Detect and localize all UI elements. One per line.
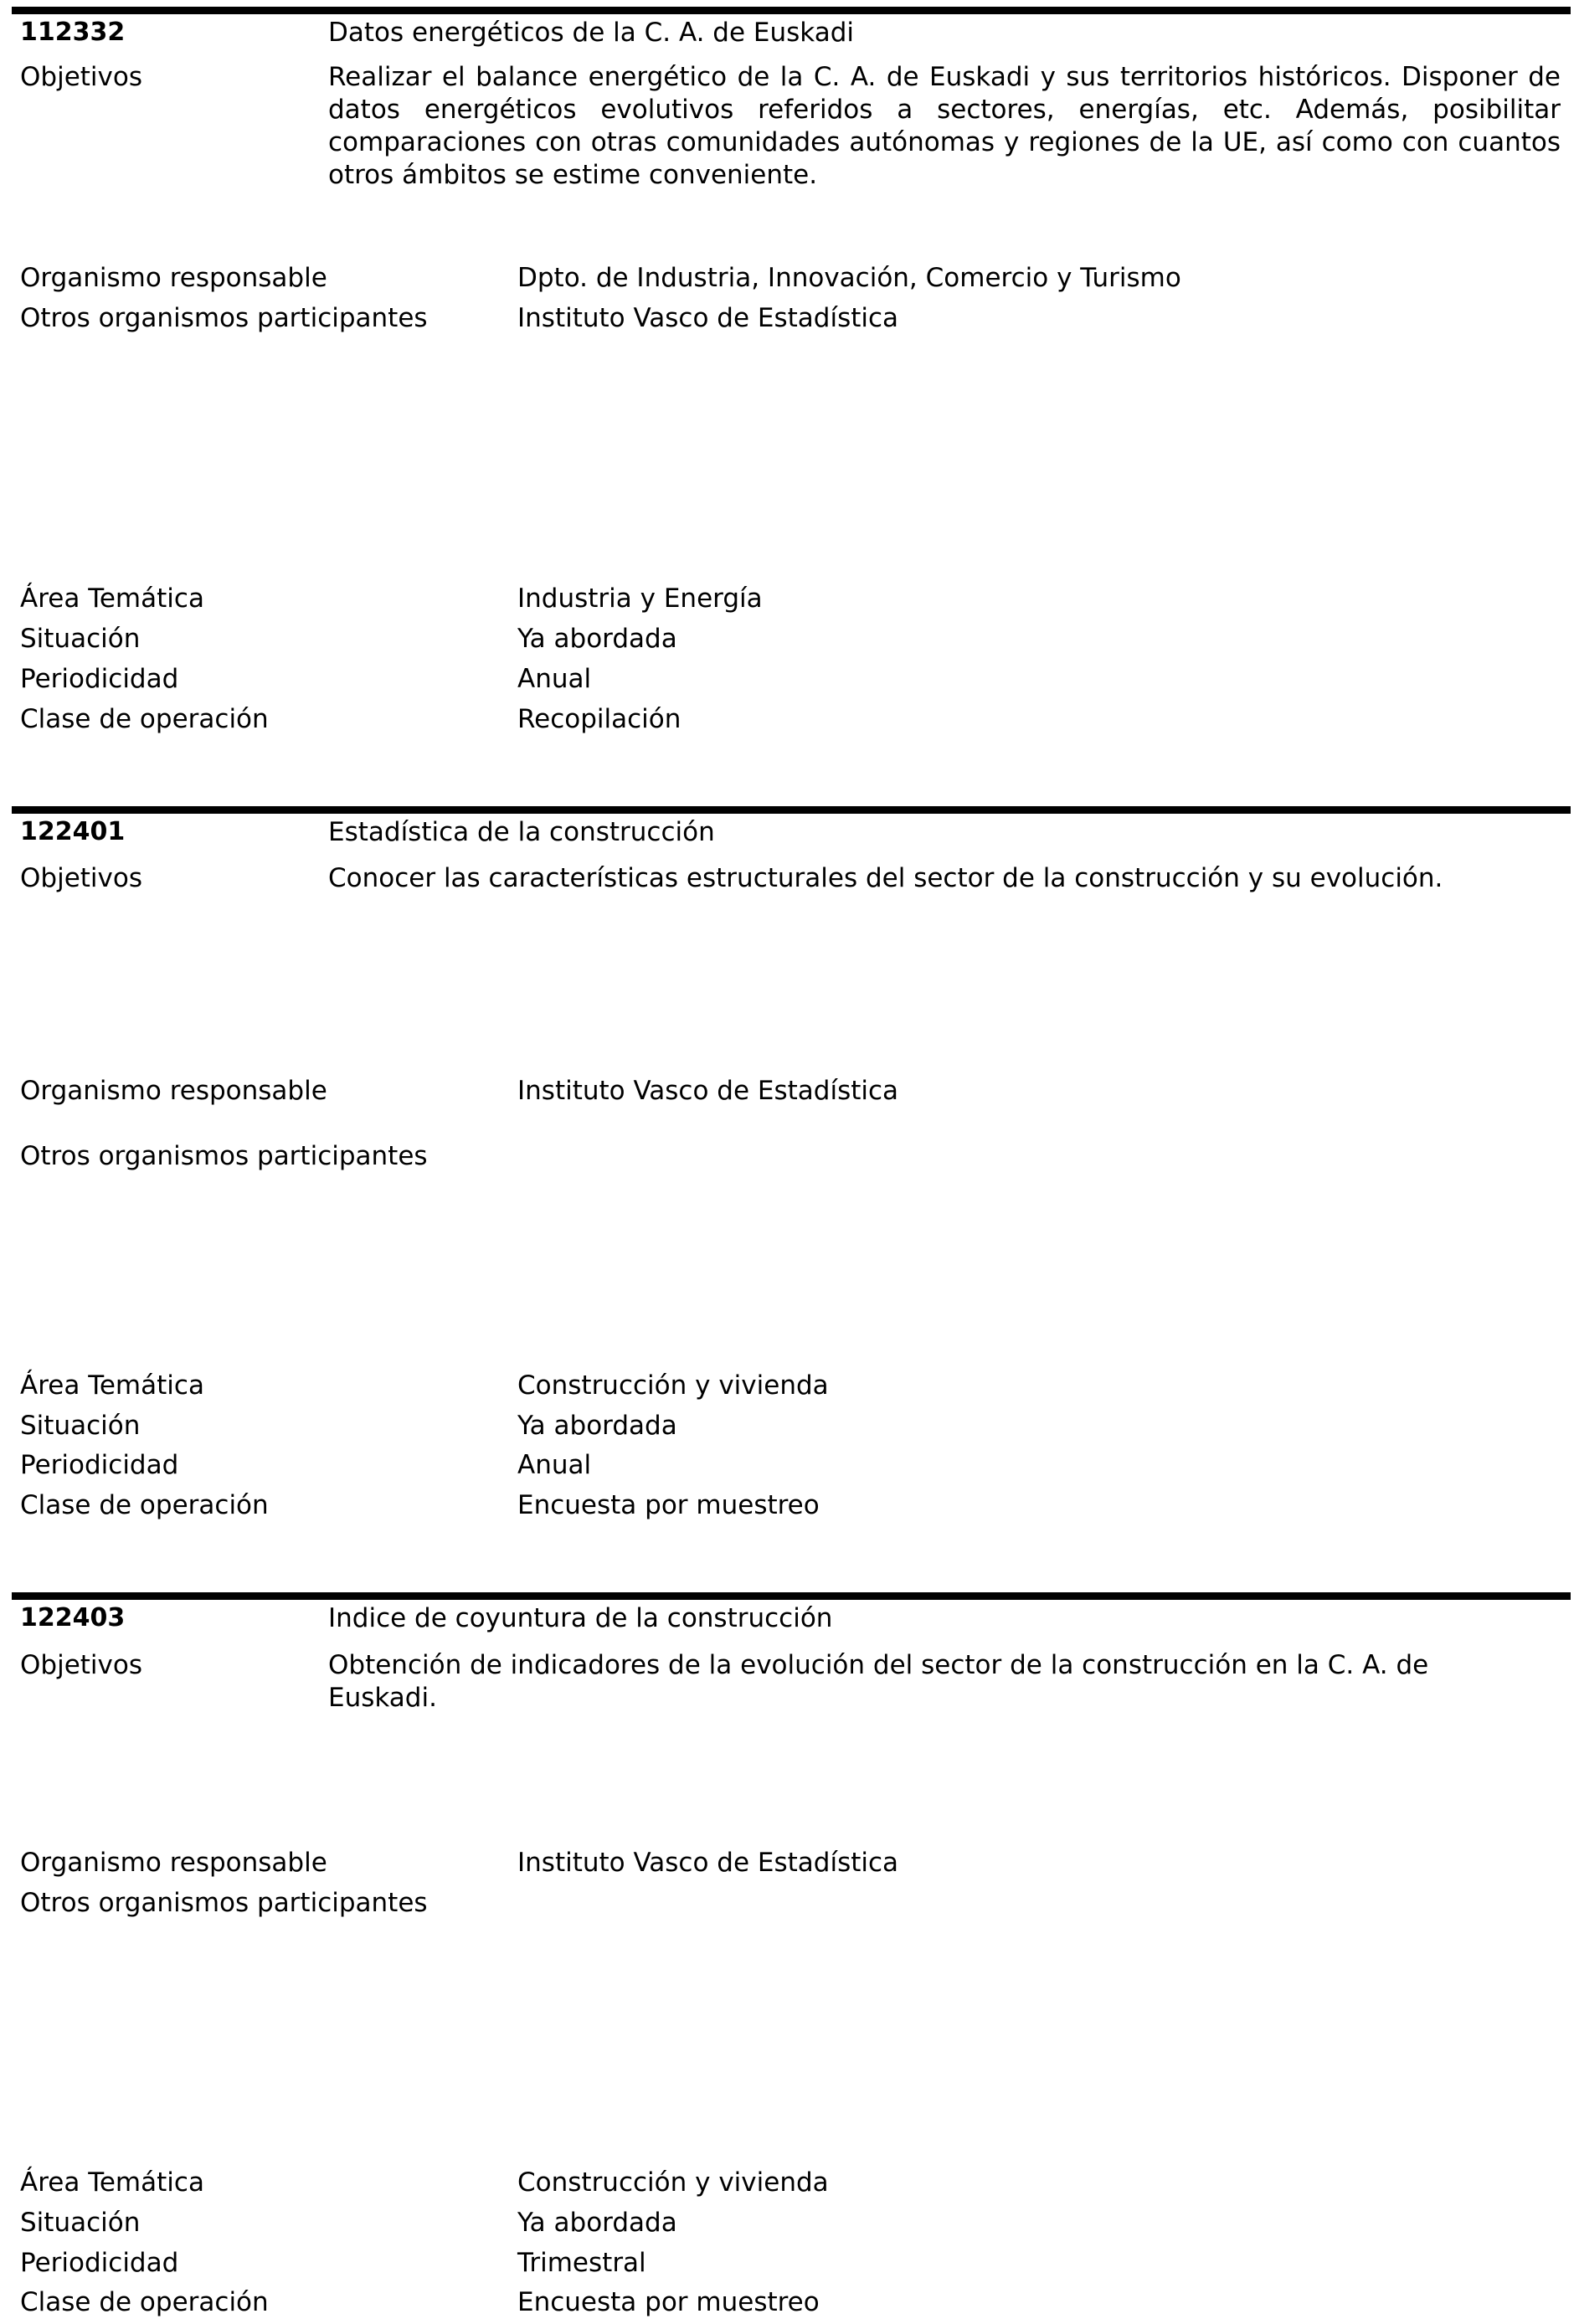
situacion-label: Situación [20,624,141,654]
organismo-label: Organismo responsable [20,263,327,293]
objetivos-text: Realizar el balance energético de la C. A. de Euskadi y sus territorios históricos. Disponer de datos energéticos evolutivos referidos a sectores, energías, etc. Además, posibilitar comparaciones con otras comunidades autónomas y regiones de la UE, así como con cuantos otros ámbitos se estime conveniente. [328,62,1561,190]
section-divider [12,1592,1571,1600]
periodicidad-label: Periodicidad [20,2248,179,2278]
clase-value: Encuesta por muestreo [517,1490,820,1520]
record-title: Indice de coyuntura de la construcción [328,1603,833,1633]
periodicidad-value: Anual [517,664,592,694]
organismo-value: Instituto Vasco de Estadística [517,1848,899,1878]
clase-value: Recopilación [517,704,681,734]
periodicidad-label: Periodicidad [20,664,179,694]
record-code: 122401 [20,817,126,846]
periodicidad-value: Anual [517,1450,592,1480]
objetivos-text: Conocer las características estructurales del sector de la construcción y su evolución. [328,863,1443,893]
clase-label: Clase de operación [20,1490,269,1520]
record-title: Datos energéticos de la C. A. de Euskadi [328,18,854,48]
objetivos-label: Objetivos [20,1650,142,1680]
area-value: Industria y Energía [517,584,763,614]
otros-label: Otros organismos participantes [20,1141,428,1171]
objetivos-label: Objetivos [20,863,142,893]
area-label: Área Temática [20,1370,204,1401]
area-label: Área Temática [20,584,204,614]
otros-label: Otros organismos participantes [20,303,428,333]
clase-value: Encuesta por muestreo [517,2287,820,2317]
situacion-label: Situación [20,2208,141,2238]
area-label: Área Temática [20,2167,204,2198]
organismo-value: Instituto Vasco de Estadística [517,1076,899,1106]
situacion-value: Ya abordada [517,1411,677,1441]
otros-value: Instituto Vasco de Estadística [517,303,899,333]
otros-label: Otros organismos participantes [20,1888,428,1918]
area-value: Construcción y vivienda [517,1370,829,1401]
section-divider [12,7,1571,14]
objetivos-label: Objetivos [20,62,142,92]
situacion-label: Situación [20,1411,141,1441]
organismo-label: Organismo responsable [20,1076,327,1106]
record-code: 122403 [20,1603,126,1632]
record-code: 112332 [20,18,126,47]
clase-label: Clase de operación [20,704,269,734]
situacion-value: Ya abordada [517,624,677,654]
area-value: Construcción y vivienda [517,2167,829,2198]
objetivos-line-2: Euskadi. [328,1683,437,1713]
organismo-label: Organismo responsable [20,1848,327,1878]
section-divider [12,806,1571,814]
organismo-value: Dpto. de Industria, Innovación, Comercio y Turismo [517,263,1181,293]
situacion-value: Ya abordada [517,2208,677,2238]
clase-label: Clase de operación [20,2287,269,2317]
record-title: Estadística de la construcción [328,817,715,847]
periodicidad-value: Trimestral [517,2248,646,2278]
objetivos-line-1: Obtención de indicadores de la evolución del sector de la construcción en la C. A. de [328,1650,1429,1680]
periodicidad-label: Periodicidad [20,1450,179,1480]
